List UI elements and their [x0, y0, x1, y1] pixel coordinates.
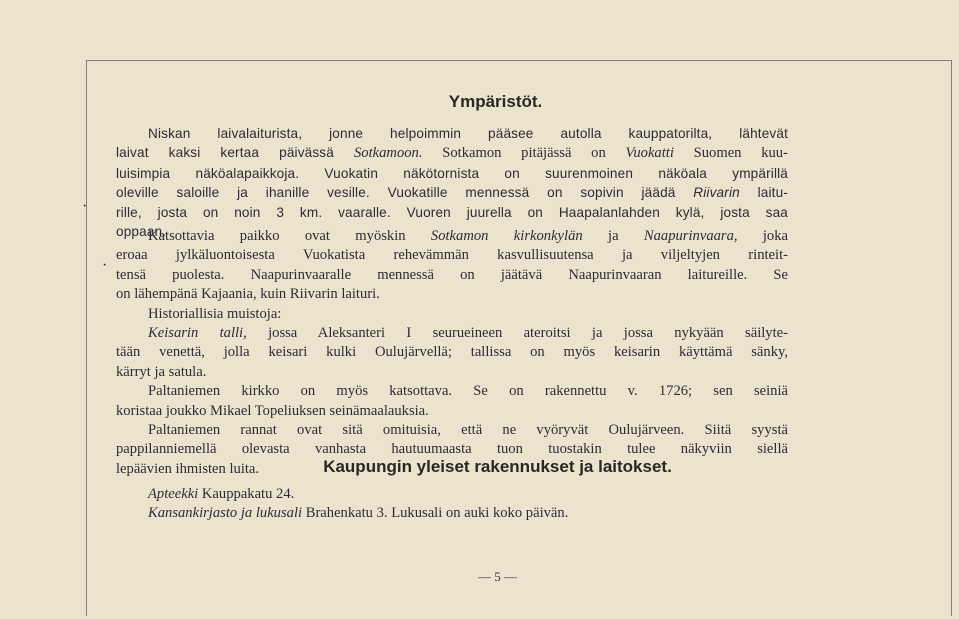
text-line: Paltaniemen kirkko on myös katsottava. Se on rakennettu v. 1726; sen seiniä [148, 383, 788, 400]
text-line: oppaan. [116, 224, 167, 240]
text-line: oleville saloille ja ihanille vesille. Vuokatille mennessä on sopivin jäädä Riivarin laitu- [116, 185, 788, 201]
text-line: Niskan laivalaiturista, jonne helpoimmin pääsee autolla kauppatorilta, lähtevät [148, 126, 788, 141]
text-line: laivat kaksi kertaa päivässä Sotkamoon. Sotkamon pitäjässä on Vuokatti Suomen kuu- [116, 145, 788, 162]
text-line: pappilanniemellä olevasta vanhasta hautuumaasta tuon tuostakin tulee näkyviin siellä [116, 441, 788, 458]
text-line: kärryt ja satula. [116, 363, 207, 380]
print-speck: · [102, 257, 108, 274]
text-line: tään venettä, jolla keisari kulki Oulujärvellä; tallissa on myös keisarin käyttämä sänky, [116, 344, 788, 361]
text-line: eroaa jylkäluontoisesta Vuokatista rehevämmän kasvullisuutensa ja viljeltyjen rinteit- [116, 247, 788, 264]
text-line: Historiallisia muistoja: [148, 305, 282, 322]
text-line: Katsottavia paikko ovat myöskin Sotkamon kirkonkylän ja Naapurinvaara, joka [148, 228, 789, 244]
page-number: — 5 — [478, 569, 517, 584]
paragraph-sights [116, 227, 788, 479]
text-line: tensä puolesta. Naapurinvaaralle mennessä on jäätävä Naapurinvaaran laitureille. Se [116, 266, 788, 283]
text-line: Keisarin talli, jossa Aleksanteri I seurueineen ateroitsi ja jossa nykyään säilyte- [148, 325, 788, 342]
text-line: rille, josta on noin 3 km. vaaralle. Vuoren juurella on Haapalanlahden kylä, josta saa [116, 204, 788, 220]
section-heading-buildings: Kaupungin yleiset rakennukset ja laitokset. [323, 457, 672, 476]
print-speck: · [82, 198, 88, 215]
list-item: Kansankirjasto ja lukusali Brahenkatu 3. Lukusali on auki koko päivän. [148, 505, 569, 522]
text-line: koristaa joukko Mikael Topeliuksen seinämaalauksia. [116, 402, 429, 419]
text-line: Paltaniemen rannat ovat sitä omituisia, että ne vyöryvät Oulujärveen. Siitä syystä [148, 422, 788, 439]
text-line: luisimpia näköalapaikkoja. Vuokatin näkötornista on suurenmoinen näköala ympärillä [116, 165, 788, 181]
text-line: lepäävien ihmisten luita. [116, 460, 260, 477]
section-heading: Ympäristöt. [448, 92, 543, 111]
list-item: Apteekki Kauppakatu 24. [148, 486, 295, 502]
buildings-list [116, 485, 788, 524]
paragraph-ferry [116, 124, 788, 241]
text-line: on lähempänä Kajaania, kuin Riivarin laituri. [116, 286, 380, 303]
